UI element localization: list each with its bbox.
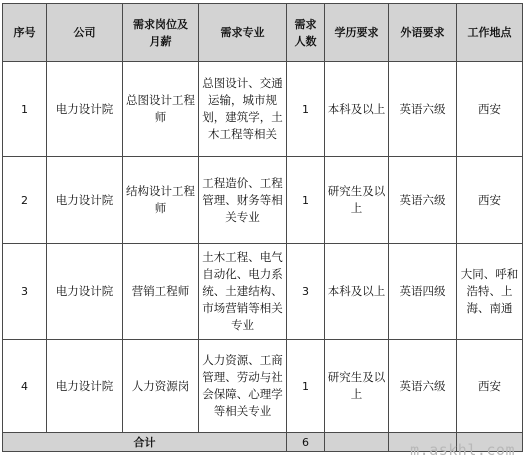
total-label: 合计 <box>3 433 287 452</box>
cell-company: 电力设计院 <box>47 340 123 433</box>
cell-major: 总图设计、交通运输，城市规划，建筑学，土木工程等相关 <box>199 62 287 157</box>
header-language: 外语要求 <box>389 4 457 62</box>
table-row <box>3 62 523 157</box>
header-position-line2: 月薪 <box>149 34 172 48</box>
cell-location: 西安 <box>457 157 523 244</box>
header-major: 需求专业 <box>199 4 287 62</box>
cell-language: 英语六级 <box>389 62 457 157</box>
table-row <box>3 340 523 433</box>
header-location: 工作地点 <box>457 4 523 62</box>
cell-location: 大同、呼和浩特、上海、南通 <box>457 244 523 340</box>
total-count: 6 <box>287 433 325 452</box>
cell-position: 结构设计工程师 <box>123 157 199 244</box>
table-row <box>3 244 523 340</box>
cell-language: 英语四级 <box>389 244 457 340</box>
cell-major: 工程造价、工程管理、财务等相关专业 <box>199 157 287 244</box>
recruitment-table <box>2 3 523 452</box>
table-row <box>3 157 523 244</box>
header-count <box>287 4 325 62</box>
header-position <box>123 4 199 62</box>
total-empty-education <box>325 433 389 452</box>
cell-education: 本科及以上 <box>325 244 389 340</box>
cell-seq: 3 <box>3 244 47 340</box>
cell-major: 土木工程、电气自动化、电力系统、土建结构、市场营销等相关专业 <box>199 244 287 340</box>
cell-company: 电力设计院 <box>47 157 123 244</box>
cell-education: 研究生及以上 <box>325 340 389 433</box>
header-count-line1: 需求 <box>294 17 317 31</box>
cell-position: 人力资源岗 <box>123 340 199 433</box>
watermark-text: m.askhl.com <box>410 441 515 459</box>
header-company: 公司 <box>47 4 123 62</box>
header-seq: 序号 <box>3 4 47 62</box>
cell-seq: 1 <box>3 62 47 157</box>
cell-count: 1 <box>287 62 325 157</box>
cell-position: 总图设计工程师 <box>123 62 199 157</box>
cell-location: 西安 <box>457 62 523 157</box>
cell-seq: 4 <box>3 340 47 433</box>
cell-count: 1 <box>287 157 325 244</box>
cell-position: 营销工程师 <box>123 244 199 340</box>
cell-company: 电力设计院 <box>47 62 123 157</box>
header-position-line1: 需求岗位及 <box>133 17 188 31</box>
cell-seq: 2 <box>3 157 47 244</box>
cell-count: 3 <box>287 244 325 340</box>
cell-language: 英语六级 <box>389 340 457 433</box>
header-count-line2: 人数 <box>294 34 317 48</box>
cell-location: 西安 <box>457 340 523 433</box>
cell-count: 1 <box>287 340 325 433</box>
cell-language: 英语六级 <box>389 157 457 244</box>
cell-company: 电力设计院 <box>47 244 123 340</box>
cell-education: 研究生及以上 <box>325 157 389 244</box>
header-row <box>3 4 523 62</box>
cell-major: 人力资源、工商管理、劳动与社会保障、心理学等相关专业 <box>199 340 287 433</box>
header-education: 学历要求 <box>325 4 389 62</box>
cell-education: 本科及以上 <box>325 62 389 157</box>
